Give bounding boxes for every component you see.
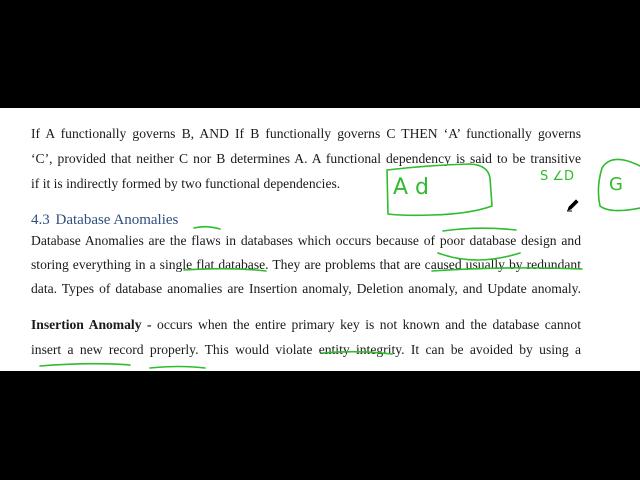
- handwritten-box-text: A d: [393, 175, 430, 200]
- paragraph-2-line-1: Database Anomalies are the flaws in databases which occurs because of poor database design and: [31, 233, 581, 248]
- paragraph-1-line-1: If A functionally governs B, AND If B functionally governs C THEN ‘A’ functionally governs: [31, 126, 581, 141]
- paragraph-3-line-1-text: occurs when the entire primary key is not known and the database cannot: [151, 317, 581, 332]
- paragraph-3-line-1: [31, 317, 581, 333]
- section-heading: [31, 212, 178, 229]
- section-number: 4.3: [31, 212, 50, 228]
- paragraph-1-line-2: ‘C’, provided that neither C nor B determines A. A functional dependency is said to be transitive: [31, 151, 581, 166]
- section-title: Database Anomalies: [55, 212, 179, 228]
- handwritten-arc: [598, 159, 640, 210]
- underline-bottom-mid: [150, 367, 205, 369]
- paragraph-2-line-3: data. Types of database anomalies are Insertion anomaly, Deletion anomaly, and Update anomaly.: [31, 281, 581, 296]
- underline-flaws: [194, 227, 220, 229]
- underline-poor-database: [443, 228, 516, 231]
- paragraph-1-line-3: if it is indirectly formed by two functional dependencies.: [31, 176, 341, 191]
- document-page: [0, 108, 640, 371]
- paragraph-3-line-2: insert a new record properly. This would violate entity integrity. It can be avoided by using a: [31, 342, 581, 357]
- handwritten-right-text: G: [609, 174, 623, 195]
- underline-bottom-left: [40, 364, 130, 366]
- paragraph-2-line-2: storing everything in a single flat database. They are problems that are caused usually by redundant: [31, 257, 581, 272]
- handwritten-mid-text: S ∠D: [540, 169, 575, 184]
- insertion-anomaly-term: Insertion Anomaly -: [31, 317, 152, 332]
- pen-cursor-icon: [566, 198, 580, 212]
